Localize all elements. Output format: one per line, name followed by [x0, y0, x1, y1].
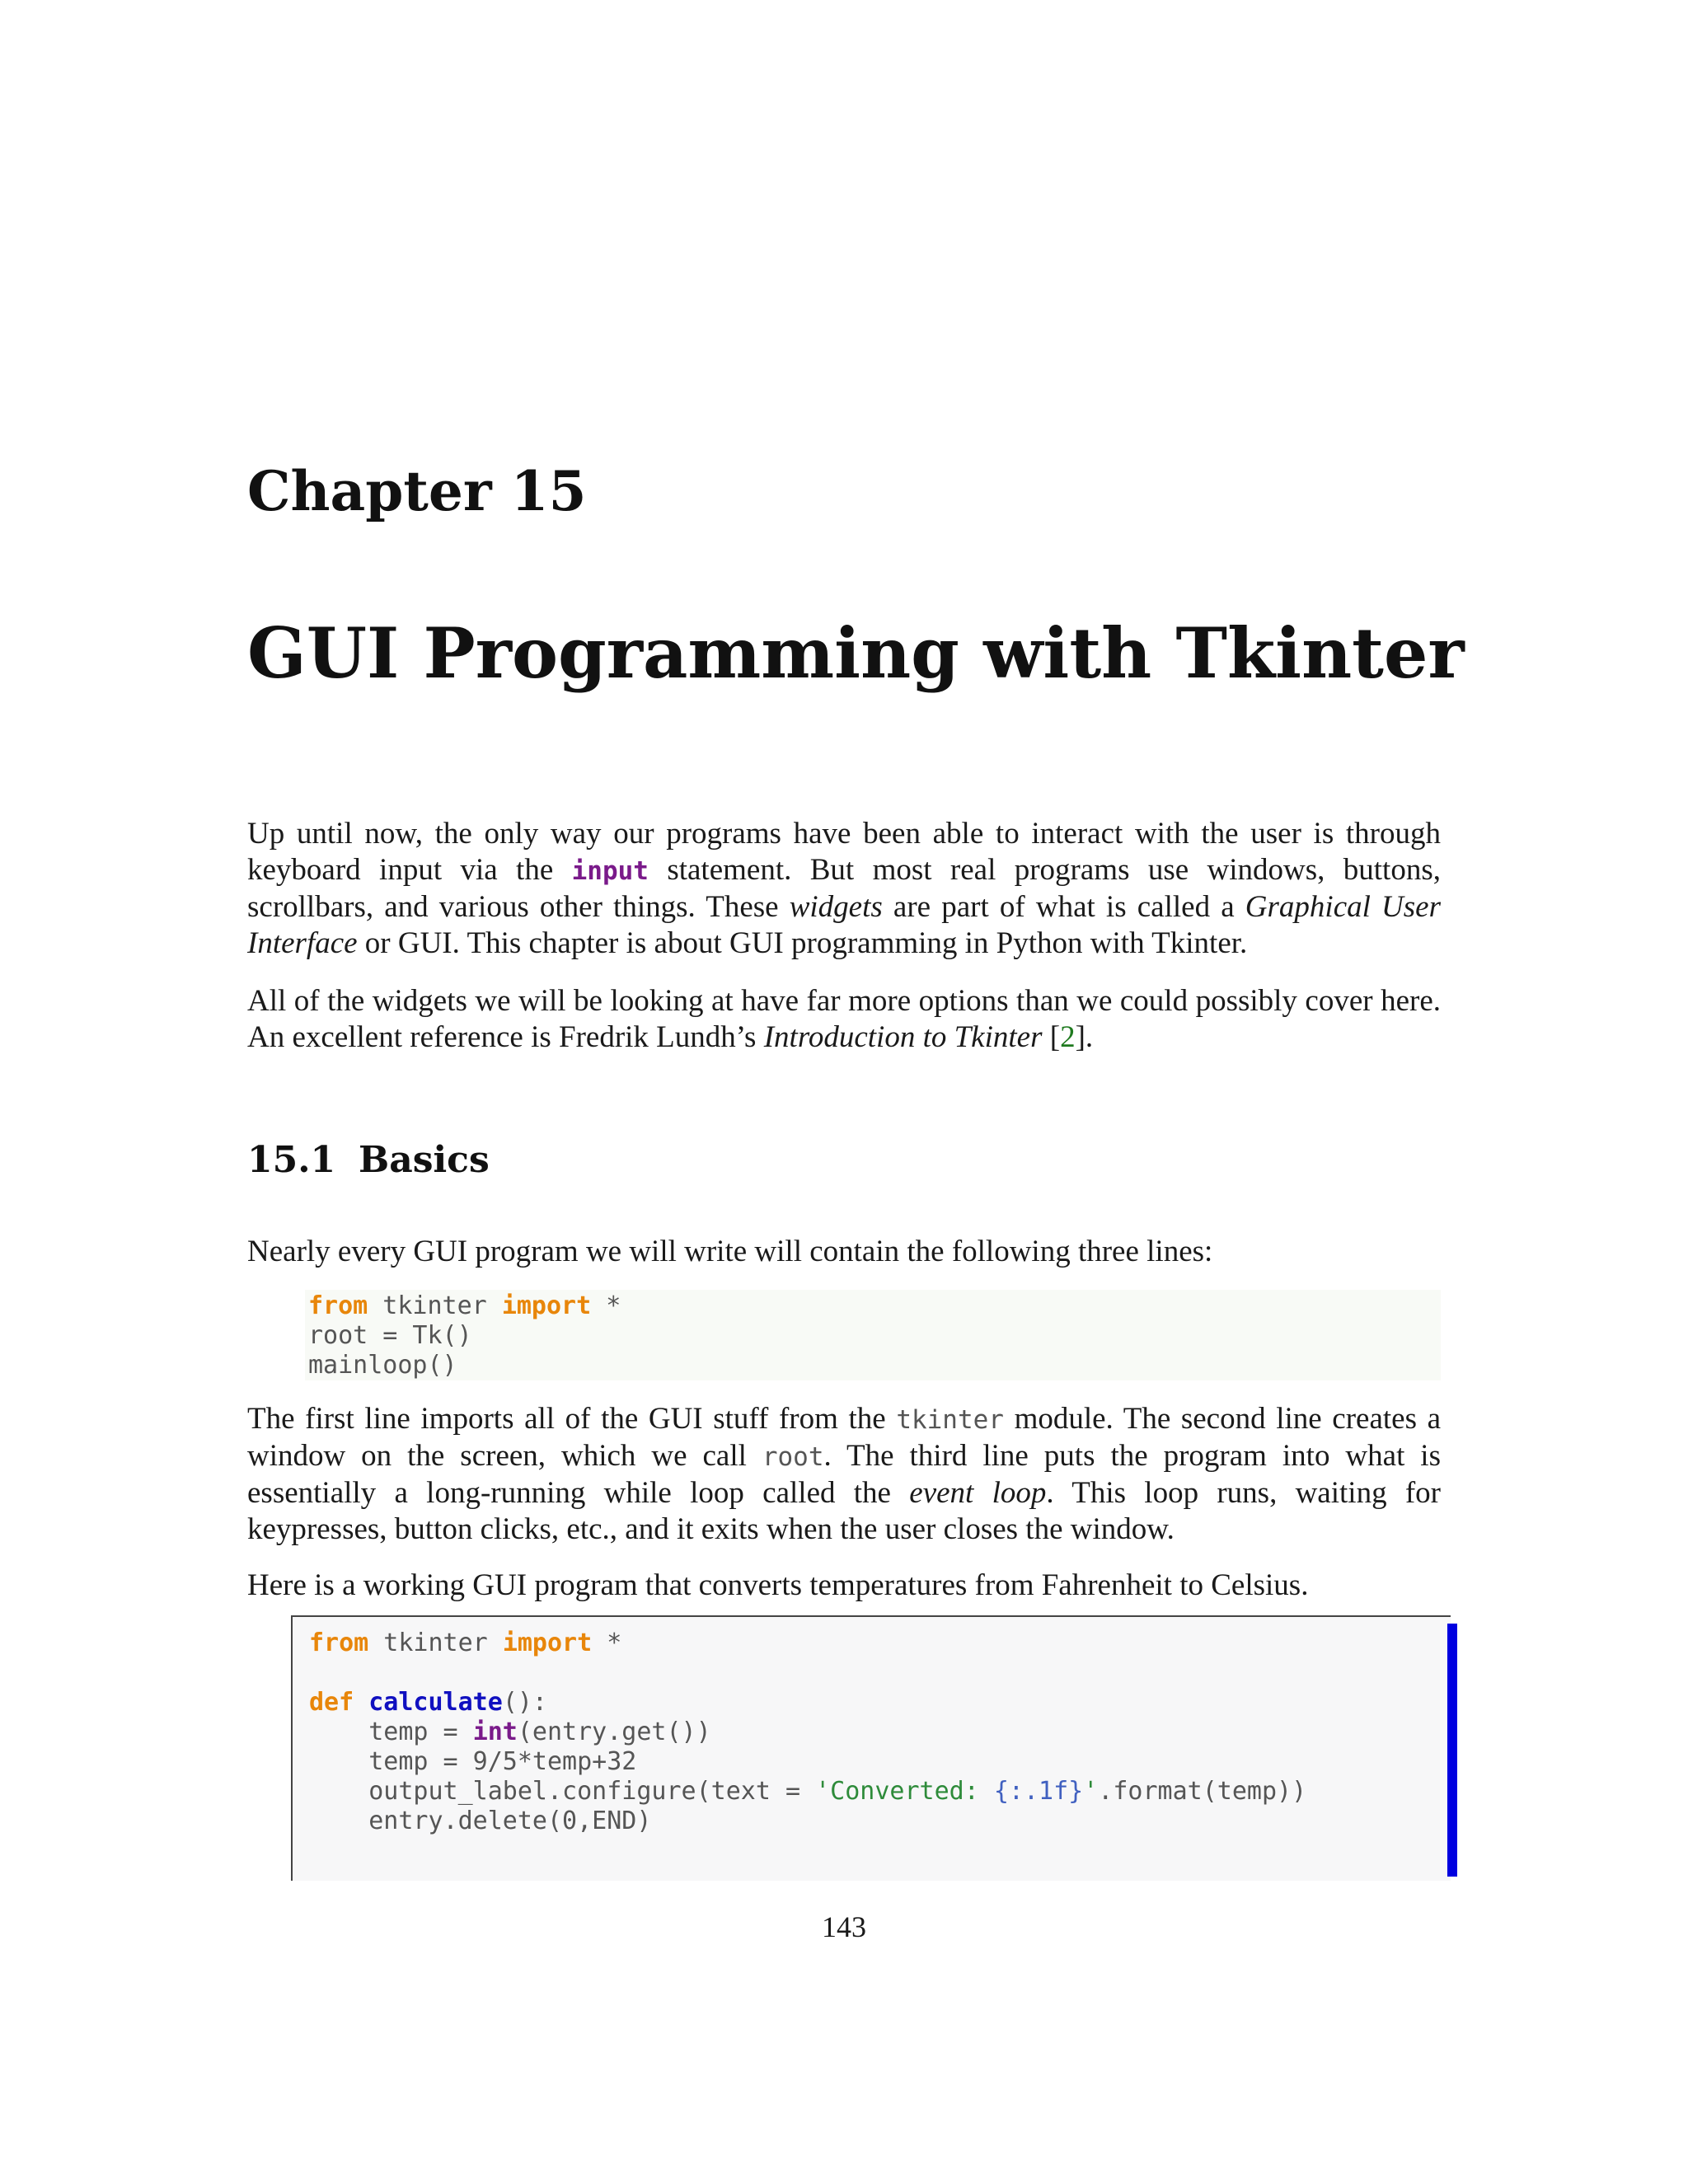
code-keyword: from — [308, 1291, 368, 1320]
chapter-title: GUI Programming with Tkinter — [247, 612, 1465, 694]
code-line: mainloop() — [308, 1351, 457, 1380]
section-title: Basics — [359, 1139, 490, 1181]
intro-paragraph-1 — [247, 816, 1441, 962]
code-keyword: import — [502, 1629, 593, 1657]
code-function-name: calculate — [368, 1688, 503, 1717]
ref-open: [ — [1042, 1020, 1061, 1054]
code-text: temp = — [309, 1718, 473, 1746]
code-line — [309, 1718, 711, 1747]
code-line — [309, 1629, 621, 1658]
code-line: root = Tk() — [308, 1321, 472, 1350]
code-string: 'Converted: — [815, 1777, 994, 1806]
code-continuation-bar — [1447, 1624, 1457, 1877]
code-line — [309, 1688, 547, 1718]
code-text: tkinter — [368, 1629, 503, 1657]
code-text: (entry.get()) — [517, 1718, 711, 1746]
p4-text-c: . The third line puts the program into what is essentially a long-running while loop called the — [247, 1439, 1441, 1510]
code-text: * — [591, 1291, 621, 1320]
inline-code-tkinter: tkinter — [896, 1405, 1004, 1435]
code-listing-converter — [291, 1615, 1451, 1881]
widgets-term: widgets — [789, 890, 883, 924]
code-text: .format(temp)) — [1098, 1777, 1307, 1806]
code-line — [308, 1291, 621, 1321]
code-text — [354, 1688, 368, 1717]
section-number: 15.1 — [247, 1139, 336, 1181]
p2-text-a: All of the widgets we will be looking at have far more options than we could possibly cover here. An excellent reference is Fredrik Lundh’s — [247, 984, 1441, 1054]
code-text: output_label.configure(text = — [309, 1777, 816, 1806]
p1-text-b: statement. But most real programs use windows, buttons, scrollbars, and various other things. These — [247, 853, 1441, 924]
ref-close: ]. — [1075, 1020, 1094, 1054]
code-builtin: int — [472, 1718, 518, 1746]
code-line: temp = 9/5*temp+32 — [309, 1747, 637, 1776]
code-format-spec: {:.1f} — [993, 1777, 1084, 1806]
p4-text-a: The first line imports all of the GUI stuff from the — [247, 1402, 897, 1436]
code-keyword: from — [309, 1629, 369, 1657]
p1-text-d: or GUI. This chapter is about GUI programming in Python with Tkinter. — [357, 926, 1248, 960]
code-text: * — [592, 1629, 622, 1657]
inline-code-root: root — [762, 1442, 824, 1472]
page-number: 143 — [822, 1910, 866, 1943]
reference-title: Introduction to Tkinter — [763, 1020, 1043, 1054]
basics-paragraph-1: Nearly every GUI program we will write will contain the following three lines: — [247, 1235, 1213, 1268]
code-keyword: def — [309, 1688, 354, 1717]
code-line — [309, 1777, 1306, 1807]
event-loop-term: event loop — [909, 1476, 1047, 1510]
code-text: tkinter — [368, 1291, 502, 1320]
p4-text-b: module. The second line creates a window on the screen, which we call — [247, 1402, 1441, 1473]
p1-text-a: Up until now, the only way our programs have been able to interact with the user is through keyboard input via the — [247, 817, 1441, 887]
basics-paragraph-2 — [247, 1401, 1441, 1548]
p1-text-c: are part of what is called a — [882, 890, 1245, 924]
section-heading — [247, 1137, 490, 1183]
code-line: entry.delete(0,END) — [309, 1807, 652, 1835]
gui-term: Graphical User Interface — [247, 890, 1441, 960]
chapter-label: Chapter 15 — [247, 459, 587, 523]
p4-text-d: . This loop runs, waiting for keypresses, button clicks, etc., and it exits when the user closes the window. — [247, 1476, 1441, 1546]
code-string: ' — [1083, 1777, 1099, 1806]
code-listing-basic — [305, 1290, 1441, 1380]
code-text: (): — [502, 1688, 547, 1717]
basics-paragraph-3: Here is a working GUI program that converts temperatures from Fahrenheit to Celsius. — [247, 1568, 1309, 1602]
intro-paragraph-2 — [247, 983, 1441, 1056]
code-keyword: import — [501, 1291, 592, 1320]
citation-link[interactable]: 2 — [1060, 1020, 1076, 1054]
input-keyword: input — [571, 856, 649, 886]
